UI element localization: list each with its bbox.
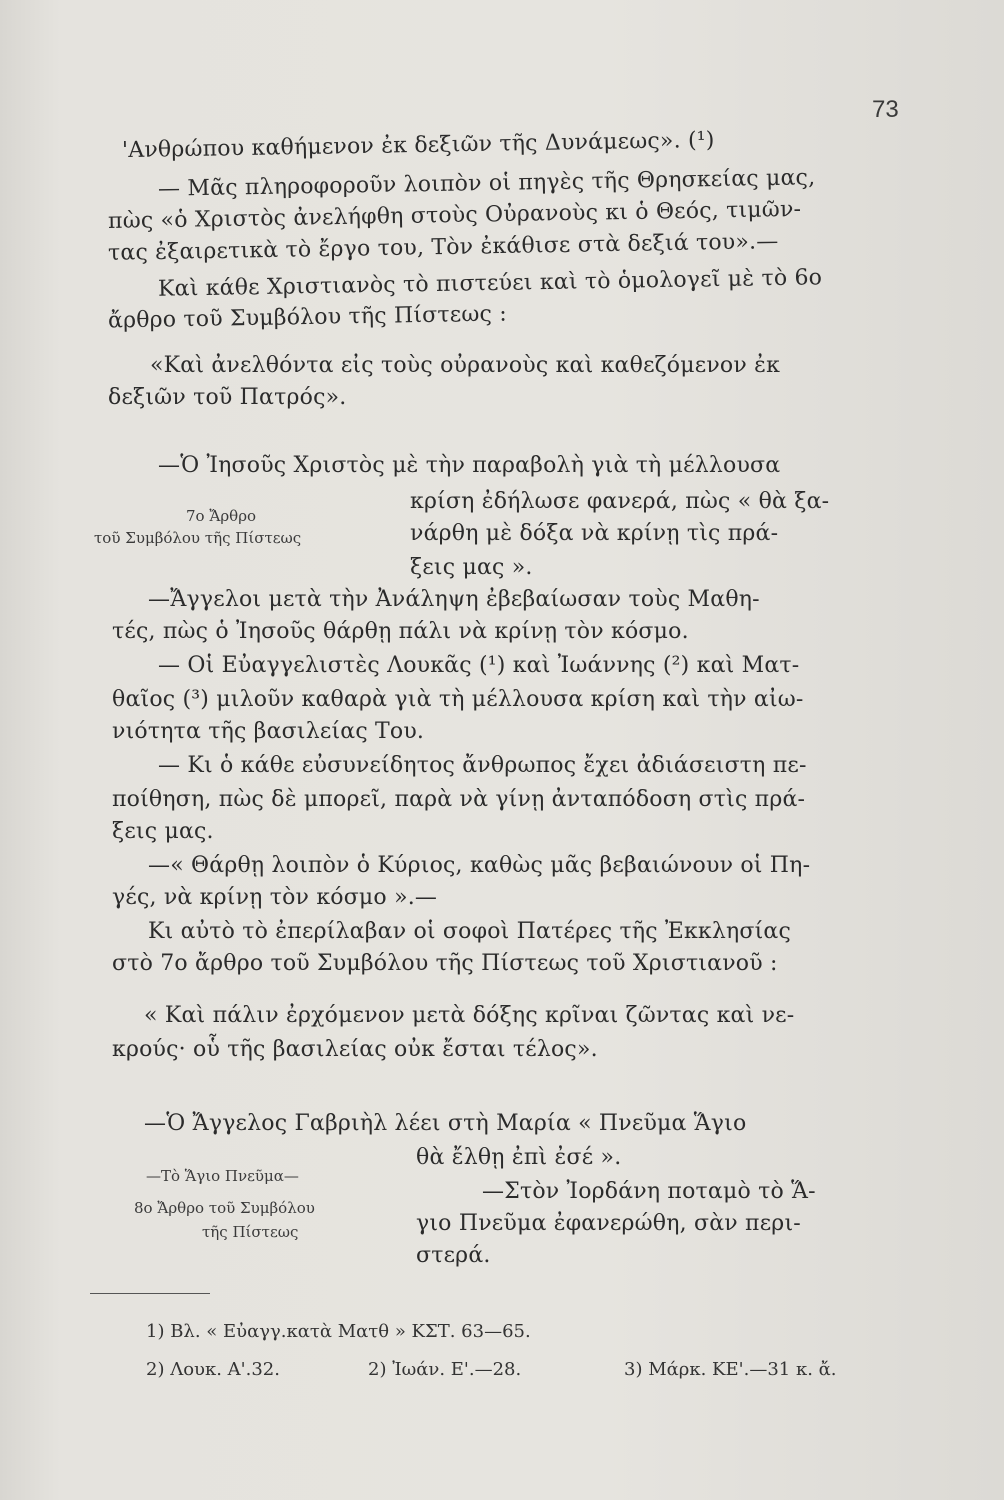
side-note-article-7-line-2: τοῦ Συμβόλου τῆς Πίστεως bbox=[94, 529, 302, 547]
text-line-30: γιο Πνεῦμα ἐφανερώθη, σὰν περι- bbox=[416, 1211, 801, 1236]
text-line-5: Καὶ κάθε Χριστιανὸς τὸ πιστεύει καὶ τὸ ὁμολογεῖ μὲ τὸ 6ο bbox=[157, 265, 823, 302]
text-line-19: ποίθηση, πὼς δὲ μπορεῖ, παρὰ νὰ γίνῃ ἀνταπόδοση στὶς πρά- bbox=[112, 787, 806, 812]
footnote-1: 1) Βλ. « Εὐαγγ.κατὰ Ματθ » ΚΣΤ. 63—65. bbox=[146, 1321, 531, 1342]
text-line-14: τές, πὼς ὁ Ἰησοῦς θάρθῃ πάλι νὰ κρίνῃ τὸν κόσμο. bbox=[112, 619, 689, 644]
footnote-2-luke: 2) Λουκ. Α'.32. bbox=[146, 1359, 280, 1380]
side-note-article-8-line-2: 8ο Ἄρθρο τοῦ Συμβόλου bbox=[134, 1199, 315, 1217]
text-line-18: — Κι ὁ κάθε εὐσυνείδητος ἄνθρωπος ἔχει ἀδιάσειστη πε- bbox=[158, 753, 807, 778]
text-line-31: στερά. bbox=[416, 1243, 491, 1268]
text-line-17: νιότητα τῆς βασιλείας Του. bbox=[112, 719, 425, 744]
text-line-24: στὸ 7ο ἄρθρο τοῦ Συμβόλου τῆς Πίστεως τοῦ Χριστιανοῦ : bbox=[112, 951, 778, 976]
side-note-article-8-line-1: —Τὸ Ἅγιο Πνεῦμα— bbox=[146, 1167, 299, 1185]
text-line-22: γές, νὰ κρίνῃ τὸν κόσμο ».— bbox=[112, 885, 438, 910]
side-note-article-7-line-1: 7ο Ἄρθρο bbox=[186, 507, 257, 525]
page-number: 73 bbox=[872, 96, 899, 123]
footnote-2-john: 2) Ἰωάν. Ε'.—28. bbox=[368, 1359, 522, 1380]
footnote-3: 3) Μάρκ. ΚΕ'.—31 κ. ἄ. bbox=[624, 1359, 837, 1380]
text-line-10: κρίση ἐδήλωσε φανερά, πὼς « θὰ ξα- bbox=[410, 489, 830, 514]
creed-quote-6-line-1: «Καὶ ἀνελθόντα εἰς τοὺς οὐρανοὺς καὶ καθεζόμενον ἐκ bbox=[150, 353, 781, 378]
text-line-9: —Ὁ Ἰησοῦς Χριστὸς μὲ τὴν παραβολὴ γιὰ τὴ μέλλουσα bbox=[158, 453, 781, 478]
text-line-12: ξεις μας ». bbox=[410, 555, 533, 580]
text-line-1: 'Ανθρώπου καθήμενον ἐκ δεξιῶν τῆς Δυνάμεως». (¹) bbox=[121, 127, 715, 164]
text-line-27: —Ὁ Ἄγγελος Γαβριὴλ λέει στὴ Μαρία « Πνεῦμα Ἅγιο bbox=[144, 1111, 747, 1136]
text-line-15: — Οἱ Εὐαγγελιστὲς Λουκᾶς (¹) καὶ Ἰωάννης (²) καὶ Ματ- bbox=[158, 653, 800, 678]
footnote-divider bbox=[90, 1293, 210, 1294]
text-line-21: —« Θάρθῃ λοιπὸν ὁ Κύριος, καθὼς μᾶς βεβαιώνουν οἱ Πη- bbox=[148, 853, 811, 878]
creed-quote-7-line-1: « Καὶ πάλιν ἐρχόμενον μετὰ δόξης κρῖναι ζῶντας καὶ νε- bbox=[144, 1003, 795, 1028]
text-line-29: —Στὸν Ἰορδάνη ποταμὸ τὸ Ἅ- bbox=[482, 1179, 816, 1204]
text-line-16: θαῖος (³) μιλοῦν καθαρὰ γιὰ τὴ μέλλουσα κρίση καὶ τὴν αἰω- bbox=[112, 687, 804, 712]
text-line-28: θὰ ἔλθῃ ἐπὶ ἐσέ ». bbox=[416, 1145, 622, 1170]
text-line-11: νάρθη μὲ δόξα νὰ κρίνῃ τὶς πρά- bbox=[410, 521, 779, 546]
text-line-2: — Μᾶς πληροφοροῦν λοιπὸν οἱ πηγὲς τῆς Θρησκείας μας, bbox=[157, 165, 816, 202]
text-line-3: πὼς «ὁ Χριστὸς ἀνελήφθη στοὺς Οὐρανοὺς κι ὁ Θεός, τιμῶν- bbox=[107, 196, 802, 235]
creed-quote-7-line-2: κρούς· οὗ τῆς βασιλείας οὐκ ἔσται τέλος». bbox=[112, 1037, 598, 1062]
text-line-6: ἄρθρο τοῦ Συμβόλου τῆς Πίστεως : bbox=[107, 301, 508, 334]
text-line-20: ξεις μας. bbox=[112, 819, 214, 844]
creed-quote-6-line-2: δεξιῶν τοῦ Πατρός». bbox=[108, 385, 347, 410]
text-line-4: τας ἐξαιρετικὰ τὸ ἔργο του, Τὸν ἐκάθισε στὰ δεξιά του».— bbox=[107, 229, 779, 266]
text-line-23: Κι αὐτὸ τὸ ἐπερίλαβαν οἱ σοφοὶ Πατέρες τῆς Ἐκκλησίας bbox=[148, 919, 791, 944]
side-note-article-8-line-3: τῆς Πίστεως bbox=[202, 1223, 299, 1241]
text-line-13: —Ἄγγελοι μετὰ τὴν Ἀνάληψη ἐβεβαίωσαν τοὺς Μαθη- bbox=[148, 587, 760, 612]
